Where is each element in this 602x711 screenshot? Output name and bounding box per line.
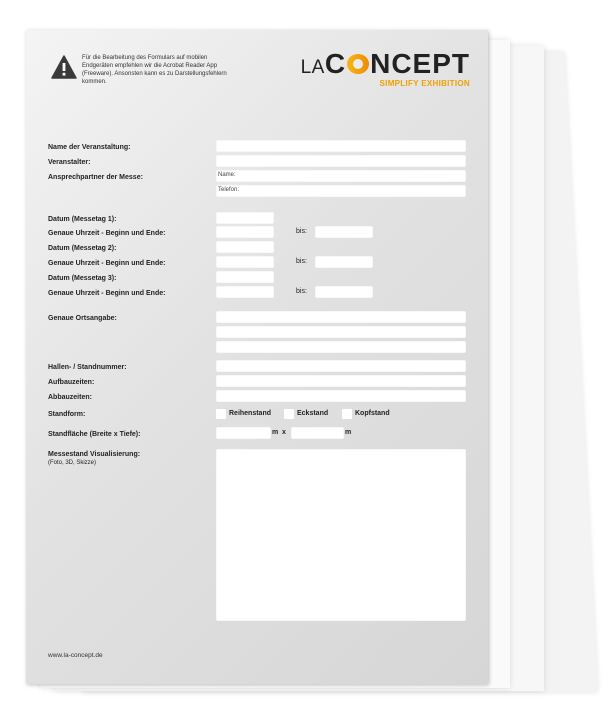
visual-upload-area[interactable] xyxy=(216,449,466,621)
form-page xyxy=(26,30,488,684)
stand-option-kopfstand-checkbox[interactable] xyxy=(342,409,352,419)
stand-option-kopfstand-label: Kopfstand xyxy=(355,410,390,417)
day2-date-label: Datum (Messetag 2): xyxy=(48,245,117,252)
teardown-label: Abbauzeiten: xyxy=(48,394,92,401)
visual-label xyxy=(48,450,140,468)
day3-time-label: Genaue Uhrzeit - Beginn und Ende: xyxy=(48,290,166,297)
contact-name-field[interactable]: Name: xyxy=(216,170,466,182)
day2-time-label: Genaue Uhrzeit - Beginn und Ende: xyxy=(48,260,166,267)
stand-area-label: Standfläche (Breite x Tiefe): xyxy=(48,431,141,438)
warning-triangle-icon xyxy=(51,55,77,79)
stand-depth-field[interactable] xyxy=(291,427,344,439)
teardown-field[interactable] xyxy=(216,390,466,402)
visual-sublabel: (Foto, 3D, Skizze) xyxy=(48,460,97,466)
logo-wordmark xyxy=(300,48,470,82)
contact-phone-field[interactable]: Telefon: xyxy=(216,185,466,197)
stand-width-field[interactable] xyxy=(216,427,271,439)
setup-field[interactable] xyxy=(216,375,466,387)
day2-end-field[interactable] xyxy=(315,256,373,268)
setup-label: Aufbauzeiten: xyxy=(48,379,95,386)
logo-name-rest: NCEPT xyxy=(370,48,470,79)
stand-depth-unit: m xyxy=(345,429,352,436)
location-label: Genaue Ortsangabe: xyxy=(48,315,117,322)
stand-area-times: x xyxy=(282,429,286,436)
logo-tagline: SIMPLIFY EXHIBITION xyxy=(379,79,470,88)
hall-field[interactable] xyxy=(216,360,466,372)
day1-start-field[interactable] xyxy=(216,226,274,238)
day1-date-field[interactable] xyxy=(216,212,274,224)
day1-until-label: bis: xyxy=(296,228,307,235)
day3-date-label: Datum (Messetag 3): xyxy=(48,275,117,282)
location-field-line3[interactable] xyxy=(216,341,466,353)
footer-url: www.la-concept.de xyxy=(48,652,103,659)
logo-prefix: LA xyxy=(300,57,325,78)
stand-option-eckstand-checkbox[interactable] xyxy=(284,409,294,419)
stand-width-unit: m xyxy=(272,429,279,436)
day3-end-field[interactable] xyxy=(315,286,373,298)
location-field-line1[interactable] xyxy=(216,311,466,323)
organizer-label: Veranstalter: xyxy=(48,159,91,166)
day3-date-field[interactable] xyxy=(216,271,274,283)
hall-label: Hallen- / Standnummer: xyxy=(48,364,127,371)
day1-end-field[interactable] xyxy=(315,226,373,238)
visual-label-title: Messestand Visualisierung: xyxy=(48,451,141,458)
stand-type-label: Standform: xyxy=(48,411,86,418)
stand-option-reihenstand-label: Reihenstand xyxy=(229,410,272,417)
organizer-field[interactable] xyxy=(216,155,466,167)
day2-until-label: bis: xyxy=(296,258,307,265)
location-field-line2[interactable] xyxy=(216,326,466,338)
day1-time-label: Genaue Uhrzeit - Beginn und Ende: xyxy=(48,230,166,237)
event-name-label: Name der Veranstaltung: xyxy=(48,144,131,151)
day3-start-field[interactable] xyxy=(216,286,274,298)
mobile-notice-text: Für die Bearbeitung des Formulars auf mobilen Endgeräten empfehlen wir die Acrobat Reader App (Freeware). Ansonsten kann es zu Darstellungsfehlern kommen. xyxy=(82,55,227,85)
day3-until-label: bis: xyxy=(296,288,307,295)
company-logo xyxy=(300,48,470,88)
day2-start-field[interactable] xyxy=(216,256,274,268)
day2-date-field[interactable] xyxy=(216,241,274,253)
event-name-field[interactable] xyxy=(216,140,466,152)
stand-option-eckstand-label: Eckstand xyxy=(297,410,329,417)
logo-o-ring-icon xyxy=(346,54,370,74)
stand-option-reihenstand-checkbox[interactable] xyxy=(216,409,226,419)
logo-c: C xyxy=(324,48,347,79)
contact-label: Ansprechpartner der Messe: xyxy=(48,174,143,181)
day1-date-label: Datum (Messetag 1): xyxy=(48,216,117,223)
